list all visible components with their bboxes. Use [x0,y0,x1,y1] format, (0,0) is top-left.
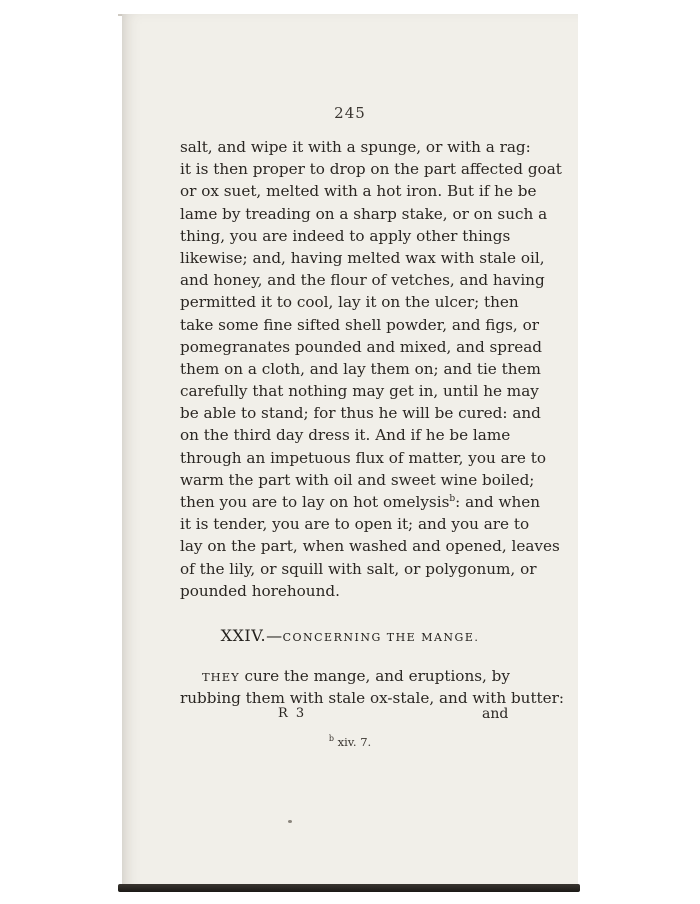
text-line: of the lily, or squill with salt, or polygonum, or [180,559,537,578]
text-line: or ox suet, melted with a hot iron. But if he be [180,182,537,201]
body-paragraph [180,136,562,602]
page-number: 245 [334,104,366,122]
omelysis-text-after: : and when [455,493,541,511]
text-line: warm the part with oil and sweet wine boiled; [180,470,535,489]
text-line: salt, and wipe it with a spunge, or with a rag: [180,138,531,156]
omelysis-text: then you are to lay on hot omelysis [180,493,450,511]
mange-paragraph [180,665,565,709]
text-line: lame by treading on a sharp stake, or on such a [180,204,548,223]
first-line-rest: cure the mange, and eruptions, by [239,667,510,685]
text-line: it is tender, you are to open it; and you are to [180,515,530,534]
text-line: likewise; and, having melted wax with stale oil, [180,248,545,267]
signature-mark: R 3 [278,706,307,721]
text-line: lay on the part, when washed and opened, leaves [180,537,560,556]
text-line: rubbing them with stale ox-stale, and with butter: [180,689,565,708]
text-line: on the third day dress it. And if he be lame [180,426,511,445]
page-bottom-edge [118,884,580,892]
text-line-with-footnote [180,491,541,513]
text-line: pounded horehound. [180,581,340,600]
text-line: thing, you are indeed to apply other things [180,226,511,245]
ink-speck [288,820,292,823]
text-line: carefully that nothing may get in, until he may [180,382,539,401]
section-numeral: XXIV.— [220,626,283,645]
text-line: pomegranates pounded and mixed, and spread [180,337,543,356]
text-line: be able to stand; for thus he will be cured: and [180,404,541,423]
text-line [180,665,510,687]
section-title: CONCERNING THE MANGE. [282,631,480,644]
footnote-marker: b [328,734,334,743]
drop-word: THEY [202,670,240,684]
footnote-text: xiv. 7. [337,734,372,749]
book-page [122,14,578,890]
text-line: take some fine sifted shell powder, and figs, or [180,315,539,334]
footnote-reference: b [449,493,456,504]
text-line: through an impetuous flux of matter, you are to [180,448,546,467]
footnote [122,734,578,749]
text-line: and honey, and the flour of vetches, and having [180,271,545,290]
text-line: it is then proper to drop on the part affected goat [180,160,562,179]
catchword: and [482,706,509,722]
text-line: permitted it to cool, lay it on the ulcer; then [180,293,519,312]
section-heading [122,626,578,645]
text-line: them on a cloth, and lay them on; and tie them [180,359,541,378]
